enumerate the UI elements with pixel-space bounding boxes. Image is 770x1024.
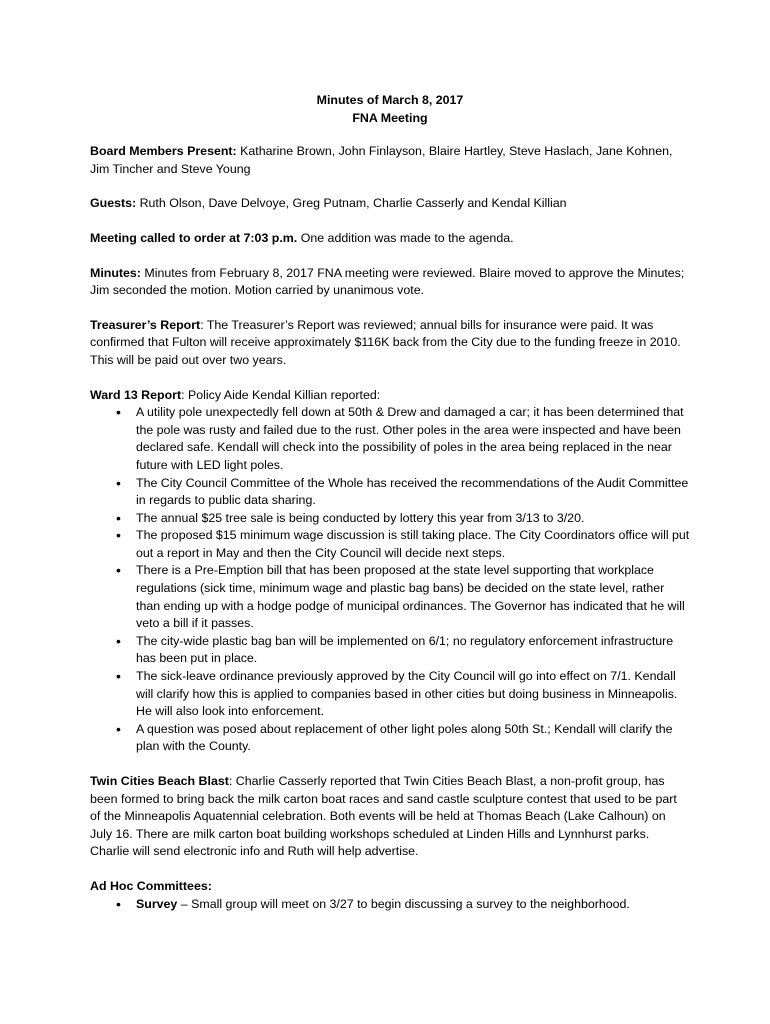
list-item: • A utility pole unexpectedly fell down at 50th & Drew and damaged a car; it has been determined that the pole was rusty and failed due to the rust. Other poles in the area were inspected and have been declared safe. Kendall will check into the possibility of poles in the area being replaced in the near future with LED light poles. bbox=[90, 404, 690, 474]
ad-hoc-list bbox=[90, 896, 690, 914]
document-body bbox=[90, 92, 690, 913]
list-item bbox=[90, 896, 690, 914]
title-line-meeting: FNA Meeting bbox=[352, 110, 428, 125]
ward-report-heading bbox=[90, 387, 690, 405]
ward-report-label: Ward 13 Report bbox=[90, 387, 182, 402]
treasurer-text: : The Treasurer’s Report was reviewed; annual bills for insurance were paid. It was confirmed that Fulton will receive approximately $116K back from the City due to the funding freeze in 2010. This will be paid out over two years. bbox=[90, 317, 681, 367]
beach-blast-text: : Charlie Casserly reported that Twin Cities Beach Blast, a non-profit group, has been formed to bring back the milk carton boat races and sand castle sculpture contest that used to be part of the Minneapolis Aquatennial celebration. Both events will be held at Thomas Beach (Lake Calhoun) on July 16. There are milk carton boat building workshops scheduled at Linden Hills and Lynnhurst parks. Charlie will send electronic info and Ruth will help advertise. bbox=[90, 774, 677, 859]
ward-report-text: : Policy Aide Kendal Killian reported: bbox=[181, 387, 381, 402]
list-item: • A question was posed about replacement of other light poles along 50th St.; Kendall will clarify the plan with the County. bbox=[90, 721, 690, 756]
board-members-label: Board Members Present: bbox=[90, 144, 237, 159]
guests-paragraph bbox=[90, 195, 690, 213]
list-item: • The City Council Committee of the Whole has received the recommendations of the Audit Committee in regards to public data sharing. bbox=[90, 475, 690, 510]
list-item: • The proposed $15 minimum wage discussion is still taking place. The City Coordinators office will put out a report in May and then the City Council will decide next steps. bbox=[90, 527, 690, 562]
ad-hoc-section bbox=[90, 878, 690, 913]
treasurer-label: Treasurer’s Report bbox=[90, 317, 201, 332]
guests-text: Ruth Olson, Dave Delvoye, Greg Putnam, Charlie Casserly and Kendal Killian bbox=[136, 196, 567, 211]
document-title bbox=[90, 92, 690, 127]
beach-blast-paragraph bbox=[90, 773, 690, 861]
minutes-paragraph bbox=[90, 265, 690, 300]
treasurer-paragraph bbox=[90, 317, 690, 370]
ad-hoc-item-label: Survey bbox=[136, 896, 178, 911]
call-to-order-label: Meeting called to order at 7:03 p.m. bbox=[90, 230, 298, 245]
board-members-text: Katharine Brown, John Finlayson, Blaire Hartley, Steve Haslach, Jane Kohnen, Jim Tincher and Steve Young bbox=[90, 144, 673, 176]
list-item: • The city-wide plastic bag ban will be implemented on 6/1; no regulatory enforcement infrastructure has been put in place. bbox=[90, 633, 690, 668]
list-item: • The sick-leave ordinance previously approved by the City Council will go into effect on 7/1. Kendall will clarify how this is applied to companies based in other cities but doing business in Minneapolis. He will also look into enforcement. bbox=[90, 668, 690, 721]
minutes-text: Minutes from February 8, 2017 FNA meeting were reviewed. Blaire moved to approve the Minutes; Jim seconded the motion. Motion carried by unanimous vote. bbox=[90, 265, 685, 298]
ad-hoc-heading: Ad Hoc Committees: bbox=[90, 878, 212, 893]
ward-report-section bbox=[90, 387, 690, 756]
ward-report-list bbox=[90, 404, 690, 756]
title-line-date: Minutes of March 8, 2017 bbox=[316, 93, 464, 107]
minutes-label: Minutes: bbox=[90, 265, 141, 280]
ad-hoc-item-text: – Small group will meet on 3/27 to begin discussing a survey to the neighborhood. bbox=[177, 896, 630, 911]
guests-label: Guests: bbox=[90, 196, 137, 211]
board-members-paragraph bbox=[90, 143, 690, 178]
list-item: • There is a Pre-Emption bill that has been proposed at the state level supporting that workplace regulations (sick time, minimum wage and plastic bag bans) be decided on the state level, rather than ending up with a hodge podge of municipal ordinances. The Governor has indicated that he will veto a bill if it passes. bbox=[90, 562, 690, 632]
call-to-order-paragraph bbox=[90, 230, 690, 248]
beach-blast-label: Twin Cities Beach Blast bbox=[90, 774, 229, 788]
call-to-order-text: One addition was made to the agenda. bbox=[297, 230, 514, 245]
list-item: • The annual $25 tree sale is being conducted by lottery this year from 3/13 to 3/20. bbox=[90, 510, 690, 528]
